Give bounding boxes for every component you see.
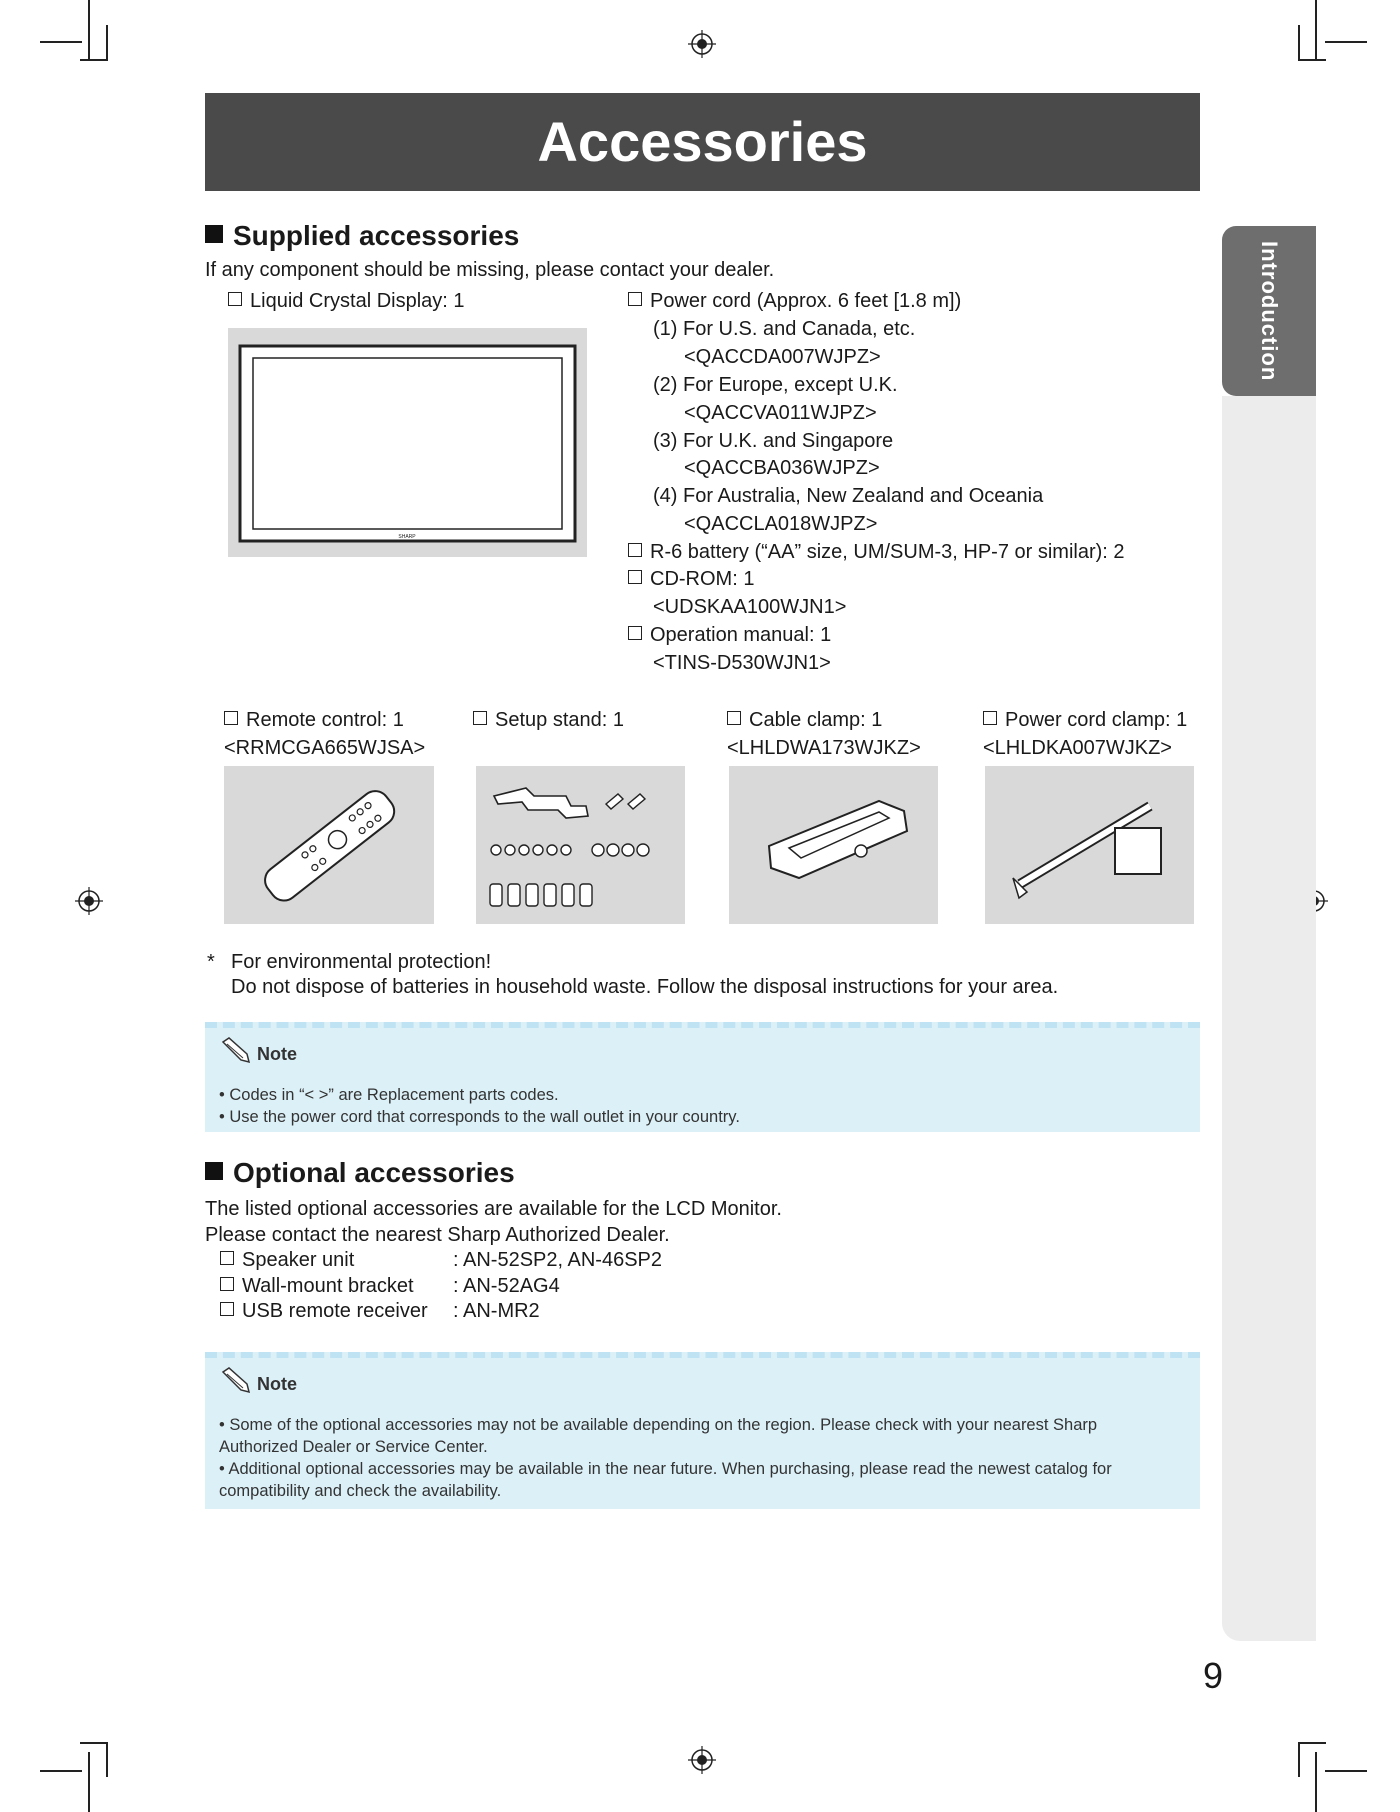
remote-control-image (224, 766, 434, 924)
optional-heading: Optional accessories (205, 1157, 515, 1189)
checkbox-icon (628, 292, 642, 306)
optional-item: Speaker unit (220, 1246, 354, 1274)
crop-mark (1298, 59, 1326, 61)
optional-item-models: : AN-MR2 (453, 1300, 540, 1322)
cable-clamp-code: <LHLDWA173WJKZ> (727, 737, 921, 759)
pencil-icon (219, 1366, 257, 1396)
sidebar-strip (1222, 396, 1316, 1641)
lcd-image (228, 328, 587, 557)
crop-mark (88, 0, 90, 60)
cdrom-item: CD-ROM: 1 (628, 565, 754, 593)
stand-item: Setup stand: 1 (473, 706, 624, 734)
checkbox-icon (628, 570, 642, 584)
lcd-item: Liquid Crystal Display: 1 (228, 287, 465, 315)
power-cord-code: <QACCLA018WJPZ> (684, 513, 878, 535)
remote-item: Remote control: 1 (224, 706, 404, 734)
checkbox-icon (628, 543, 642, 557)
optional-intro-2: Please contact the nearest Sharp Authorized Dealer. (205, 1224, 670, 1246)
checkbox-icon (228, 292, 242, 306)
crop-mark (1298, 1742, 1300, 1777)
crop-mark (80, 59, 108, 61)
note-box (205, 1022, 1200, 1132)
crop-mark (1315, 1752, 1317, 1812)
note-title: Note (257, 1374, 297, 1394)
power-cord-region: (3) For U.K. and Singapore (653, 430, 894, 452)
note-box (205, 1352, 1200, 1509)
setup-stand-image (476, 766, 685, 924)
crop-mark (1298, 1742, 1326, 1744)
cable-clamp-item: Cable clamp: 1 (727, 706, 882, 734)
power-cord-clamp-item: Power cord clamp: 1 (983, 706, 1187, 734)
optional-item: Wall-mount bracket (220, 1272, 414, 1300)
optional-item: USB remote receiver (220, 1297, 428, 1325)
cable-clamp-image (729, 766, 938, 924)
registration-mark-icon (688, 1746, 716, 1774)
crop-mark (40, 1770, 82, 1772)
checkbox-icon (220, 1277, 234, 1291)
remote-code: <RRMCGA665WJSA> (224, 737, 426, 759)
power-cord-code: <QACCVA011WJPZ> (684, 402, 877, 424)
crop-mark (106, 25, 108, 60)
checkbox-icon (224, 711, 238, 725)
power-cord-region: (4) For Australia, New Zealand and Oceania (653, 485, 1044, 507)
power-cord-clamp-image (985, 766, 1194, 924)
optional-intro-1: The listed optional accessories are available for the LCD Monitor. (205, 1198, 782, 1220)
power-cord-code: <QACCDA007WJPZ> (684, 346, 881, 368)
optional-item-models: : AN-52SP2, AN-46SP2 (453, 1249, 663, 1271)
crop-mark (106, 1742, 108, 1777)
crop-mark (80, 1742, 108, 1744)
env-line-2: Do not dispose of batteries in household waste. Follow the disposal instructions for your area. (231, 976, 1059, 998)
checkbox-icon (727, 711, 741, 725)
section-tab-label: Introduction (1257, 240, 1282, 382)
optional-item-models: : AN-52AG4 (453, 1275, 560, 1297)
note-line: • Codes in “< >” are Replacement parts codes. (219, 1086, 559, 1104)
note-line: • Some of the optional accessories may not be available depending on the region. Please check with your nearest Sharp Authorized Dealer or Service Center. (219, 1416, 1098, 1456)
page-title: Accessories (205, 93, 1200, 191)
power-cord-code: <QACCBA036WJPZ> (684, 457, 880, 479)
checkbox-icon (473, 711, 487, 725)
note-line: • Additional optional accessories may be available in the near future. When purchasing, please read the newest catalog for compatibility and check the availability. (219, 1460, 1112, 1500)
checkbox-icon (220, 1251, 234, 1265)
power-cord-region: (1) For U.S. and Canada, etc. (653, 318, 916, 340)
power-cord-clamp-code: <LHLDKA007WJKZ> (983, 737, 1172, 759)
registration-mark-icon (75, 887, 103, 915)
crop-mark (1315, 0, 1317, 60)
pencil-icon (219, 1036, 257, 1066)
battery-item: R-6 battery (“AA” size, UM/SUM-3, HP-7 or similar): 2 (628, 538, 1125, 566)
checkbox-icon (220, 1302, 234, 1316)
note-title: Note (257, 1044, 297, 1064)
cdrom-code: <UDSKAA100WJN1> (653, 596, 847, 618)
crop-mark (1325, 41, 1367, 43)
power-cord-region: (2) For Europe, except U.K. (653, 374, 898, 396)
crop-mark (1325, 1770, 1367, 1772)
checkbox-icon (628, 626, 642, 640)
env-line-1: For environmental protection! (231, 951, 492, 973)
section-tab[interactable] (1222, 226, 1316, 396)
power-cord-item: Power cord (Approx. 6 feet [1.8 m]) (628, 287, 961, 315)
checkbox-icon (983, 711, 997, 725)
crop-mark (40, 41, 82, 43)
supplied-intro: If any component should be missing, please contact your dealer. (205, 259, 775, 281)
lcd-brand-text: SHARP (398, 534, 416, 540)
page-number: 9 (1203, 1655, 1224, 1696)
supplied-heading: Supplied accessories (205, 220, 519, 252)
env-asterisk: * (207, 951, 215, 973)
registration-mark-icon (688, 30, 716, 58)
manual-item: Operation manual: 1 (628, 621, 831, 649)
manual-code: <TINS-D530WJN1> (653, 652, 831, 674)
crop-mark (88, 1752, 90, 1812)
note-line: • Use the power cord that corresponds to the wall outlet in your country. (219, 1108, 740, 1126)
crop-mark (1298, 25, 1300, 60)
